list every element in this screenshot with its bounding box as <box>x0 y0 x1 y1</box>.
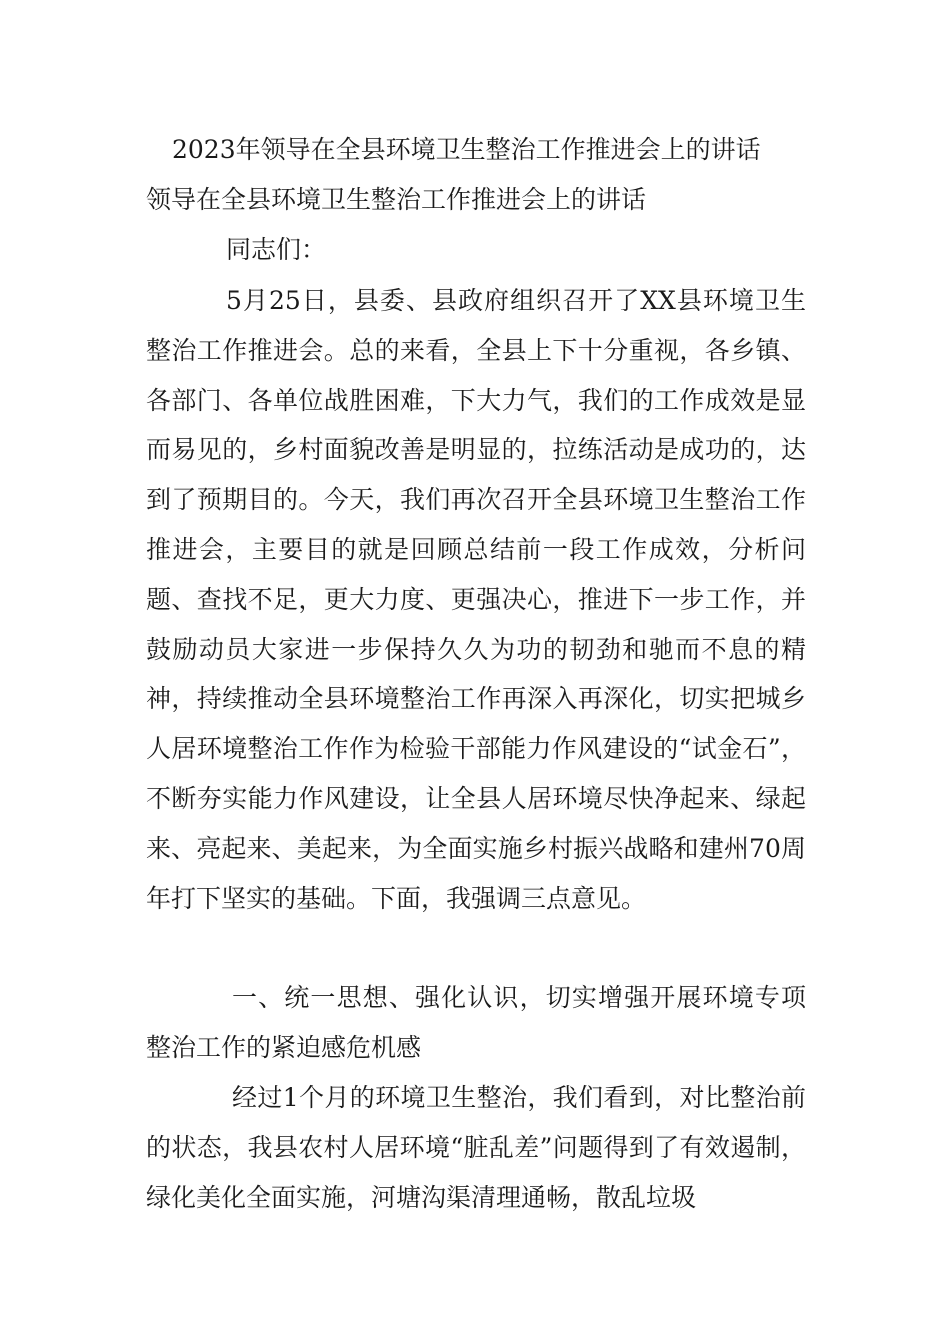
paragraph-2: 经过1个月的环境卫生整治，我们看到，对比整治前的状态，我县农村人居环境“脏乱差”问题得到了有效遏制，绿化美化全面实施，河塘沟渠清理通畅，散乱垃圾 <box>146 1083 806 1212</box>
greeting: 同志们： <box>226 235 327 264</box>
section-heading-1: 一、统一思想、强化认识，切实增强开展环境专项整治工作的紧迫感危机感 <box>146 983 806 1062</box>
document-title-line-2: 领导在全县环境卫生整治工作推进会上的讲话 <box>146 185 647 214</box>
paragraph-1: 5月25日，县委、县政府组织召开了XX县环境卫生整治工作推进会。总的来看，全县上下十分重视，各乡镇、各部门、各单位战胜困难，下大力气，我们的工作成效是显而易见的，乡村面貌改善是明显的，拉练活动是成功的，达到了预期目的。今天，我们再次召开全县环境卫生整治工作推进会，主要目的就是回顾总结前一段工作成效，分析问题、查找不足，更大力度、更强决心，推进下一步工作，并鼓励动员大家进一步保持久久为功的韧劲和驰而不息的精神，持续推动全县环境整治工作再深入再深化，切实把城乡人居环境整治工作作为检验干部能力作风建设的“试金石”，不断夯实能力作风建设，让全县人居环境尽快净起来、绿起来、亮起来、美起来，为全面实施乡村振兴战略和建州70周年打下坚实的基础。下面，我强调三点意见。 <box>146 286 806 913</box>
document-title-line-1: 2023年领导在全县环境卫生整治工作推进会上的讲话 <box>172 135 761 164</box>
